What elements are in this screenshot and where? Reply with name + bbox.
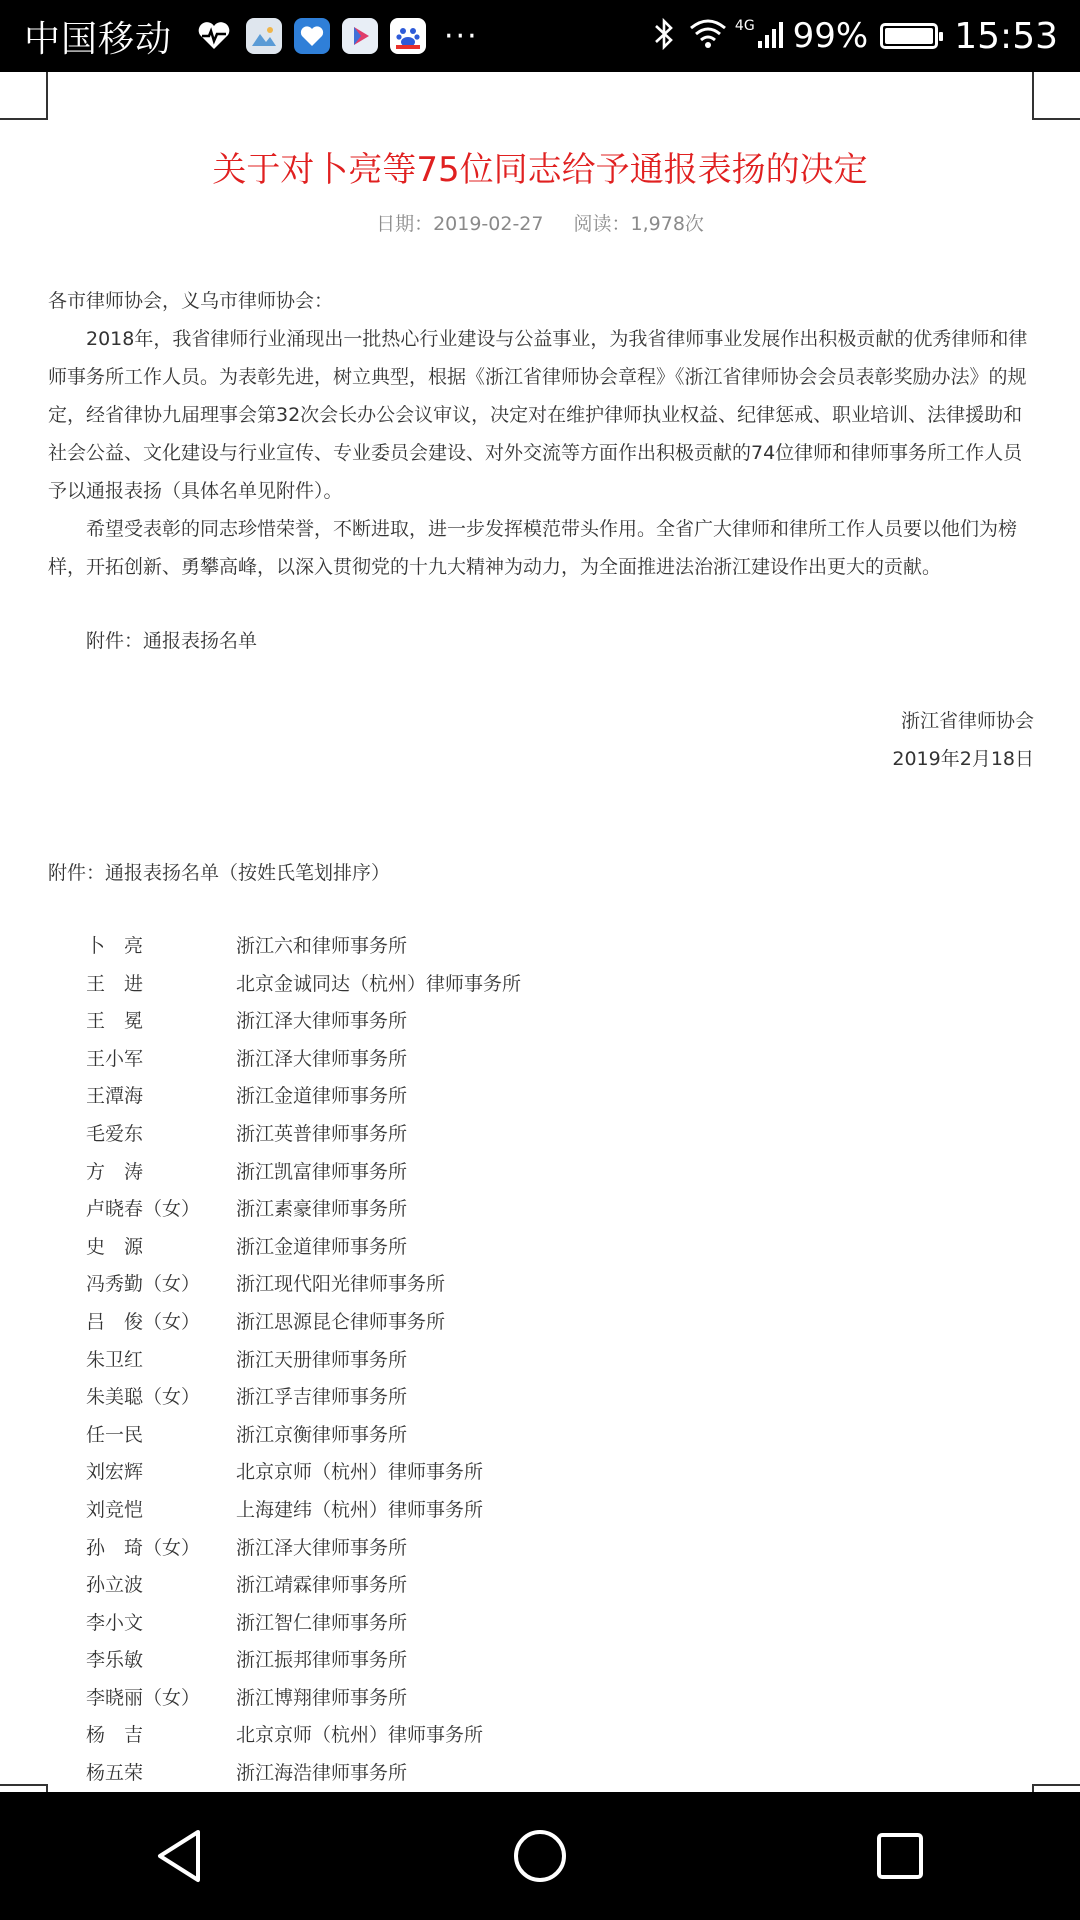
carrier-name: 中国移动	[24, 18, 173, 60]
law-firm-name: 浙江振邦律师事务所	[236, 1649, 408, 1672]
list-item	[48, 1304, 1034, 1342]
honoree-name: 杨 吉	[86, 1724, 144, 1747]
article-title: 关于对卜亮等75位同志给予通报表扬的决定	[212, 150, 868, 190]
honoree-name: 王潭海	[86, 1085, 144, 1108]
honoree-name: 李小文	[86, 1611, 144, 1634]
law-firm-name: 浙江思源昆仑律师事务所	[236, 1310, 446, 1333]
list-item	[48, 1417, 1034, 1455]
law-firm-name: 北京金诚同达（杭州）律师事务所	[236, 972, 522, 995]
list-item	[48, 1567, 1034, 1605]
home-button[interactable]	[480, 1806, 600, 1906]
law-firm-name: 浙江泽大律师事务所	[236, 1010, 408, 1033]
signature-date: 2019年2月18日	[892, 748, 1034, 770]
list-heading: 附件：通报表扬名单（按姓氏笔划排序）	[48, 862, 391, 884]
law-firm-name: 浙江泽大律师事务所	[236, 1536, 408, 1559]
honoree-name: 方 涛	[86, 1160, 144, 1183]
list-item	[48, 1041, 1034, 1079]
page-corner-mark	[0, 72, 48, 120]
list-item	[48, 1116, 1034, 1154]
honoree-name: 李晓丽（女）	[86, 1686, 201, 1709]
baidu-app-icon	[390, 18, 426, 54]
commendation-list	[48, 928, 1034, 1792]
list-item	[48, 966, 1034, 1004]
article-body	[48, 282, 1034, 1792]
network-type-label: 4G	[734, 18, 755, 34]
law-firm-name: 浙江凯富律师事务所	[236, 1160, 408, 1183]
publish-date: 日期：2019-02-27	[376, 213, 544, 235]
list-item	[48, 1003, 1034, 1041]
list-item	[48, 1605, 1034, 1643]
video-app-icon	[342, 18, 378, 54]
signature-org: 浙江省律师协会	[900, 710, 1034, 732]
law-firm-name: 北京京师（杭州）律师事务所	[236, 1461, 484, 1484]
honoree-name: 王 进	[86, 972, 144, 995]
list-item	[48, 1717, 1034, 1755]
list-item	[48, 1266, 1034, 1304]
document-view[interactable]	[0, 72, 1080, 1792]
back-button[interactable]	[120, 1806, 240, 1906]
honoree-name: 毛爱东	[86, 1122, 144, 1145]
law-firm-name: 浙江英普律师事务所	[236, 1122, 408, 1145]
honoree-name: 王小军	[86, 1047, 144, 1070]
list-item	[48, 1379, 1034, 1417]
honoree-name: 刘宏辉	[86, 1461, 144, 1484]
back-icon	[154, 1828, 206, 1884]
honoree-name: 任一民	[86, 1423, 144, 1446]
list-item	[48, 1229, 1034, 1267]
honoree-name: 朱卫红	[86, 1348, 144, 1371]
honoree-name: 吕 俊（女）	[86, 1310, 201, 1333]
paragraph: 希望受表彰的同志珍惜荣誉，不断进取，进一步发挥模范带头作用。全省广大律师和律所工作人员要以他们为榜样，开拓创新、勇攀高峰，以深入贯彻党的十九大精神为动力，为全面推进法治浙江建设作出更大的贡献。	[48, 518, 1018, 578]
honoree-name: 朱美聪（女）	[86, 1386, 201, 1409]
law-firm-name: 浙江泽大律师事务所	[236, 1047, 408, 1070]
list-item	[48, 1342, 1034, 1380]
salutation: 各市律师协会，义乌市律师协会：	[48, 290, 334, 312]
gallery-app-icon	[246, 18, 282, 54]
honoree-name: 杨五荣	[86, 1762, 144, 1785]
law-firm-name: 浙江素豪律师事务所	[236, 1198, 408, 1221]
honoree-name: 卜 亮	[86, 935, 144, 957]
heart-app-icon	[294, 18, 330, 54]
page-corner-mark	[1032, 1784, 1080, 1792]
bluetooth-icon	[653, 16, 675, 56]
recents-button[interactable]	[840, 1806, 960, 1906]
law-firm-name: 浙江京衡律师事务所	[236, 1423, 408, 1446]
honoree-name: 刘竞恺	[86, 1498, 144, 1521]
law-firm-name: 浙江博翔律师事务所	[236, 1686, 408, 1709]
battery-icon	[880, 23, 938, 49]
list-item	[48, 1755, 1034, 1792]
wifi-icon	[689, 18, 727, 54]
list-item	[48, 1454, 1034, 1492]
law-firm-name: 浙江孚吉律师事务所	[236, 1386, 408, 1409]
list-item	[48, 1078, 1034, 1116]
honoree-name: 王 冕	[86, 1010, 144, 1033]
battery-level	[885, 28, 933, 44]
list-item	[48, 1191, 1034, 1229]
honoree-name: 李乐敏	[86, 1649, 144, 1672]
list-item	[48, 928, 1034, 966]
view-count: 阅读：1,978次	[573, 213, 704, 235]
law-firm-name: 浙江靖霖律师事务所	[236, 1574, 408, 1597]
page-corner-mark	[0, 1784, 48, 1792]
navigation-bar	[0, 1792, 1080, 1920]
page-corner-mark	[1032, 72, 1080, 120]
status-bar	[0, 0, 1080, 72]
honoree-name: 孙 琦（女）	[86, 1536, 201, 1559]
list-item	[48, 1642, 1034, 1680]
more-notifications-icon: ···	[444, 18, 479, 54]
recents-icon	[875, 1831, 925, 1881]
law-firm-name: 北京京师（杭州）律师事务所	[236, 1724, 484, 1747]
law-firm-name: 浙江金道律师事务所	[236, 1085, 408, 1108]
battery-percentage: 99%	[792, 16, 869, 56]
law-firm-name: 浙江六和律师事务所	[236, 935, 408, 957]
paragraph: 2018年，我省律师行业涌现出一批热心行业建设与公益事业，为我省律师事业发展作出积极贡献的优秀律师和律师事务所工作人员。为表彰先进，树立典型，根据《浙江省律师协会章程》《浙江省律师协会会员表彰奖励办法》的规定，经省律协九届理事会第32次会长办公会议审议，决定对在维护律师执业权益、纪律惩戒、职业培训、法律援助和社会公益、文化建设与行业宣传、专业委员会建设、对外交流等方面作出积极贡献的74位律师和律师事务所工作人员予以通报表扬（具体名单见附件）。	[48, 328, 1028, 502]
list-item	[48, 1154, 1034, 1192]
law-firm-name: 浙江海浩律师事务所	[236, 1762, 408, 1785]
law-firm-name: 浙江天册律师事务所	[236, 1348, 408, 1371]
law-firm-name: 浙江智仁律师事务所	[236, 1611, 408, 1634]
list-item	[48, 1530, 1034, 1568]
signal-icon	[757, 19, 787, 53]
attachment-note: 附件：通报表扬名单	[86, 630, 258, 652]
law-firm-name: 浙江现代阳光律师事务所	[236, 1273, 446, 1296]
honoree-name: 史 源	[86, 1235, 144, 1258]
honoree-name: 卢晓春（女）	[86, 1198, 201, 1221]
list-item	[48, 1492, 1034, 1530]
law-firm-name: 上海建纬（杭州）律师事务所	[236, 1498, 484, 1521]
honoree-name: 孙立波	[86, 1574, 144, 1597]
article-meta	[0, 209, 1080, 236]
list-item	[48, 1680, 1034, 1718]
health-app-icon	[194, 18, 234, 54]
honoree-name: 冯秀勤（女）	[86, 1273, 201, 1296]
law-firm-name: 浙江金道律师事务所	[236, 1235, 408, 1258]
clock: 15:53	[954, 15, 1058, 57]
home-icon	[512, 1828, 568, 1884]
